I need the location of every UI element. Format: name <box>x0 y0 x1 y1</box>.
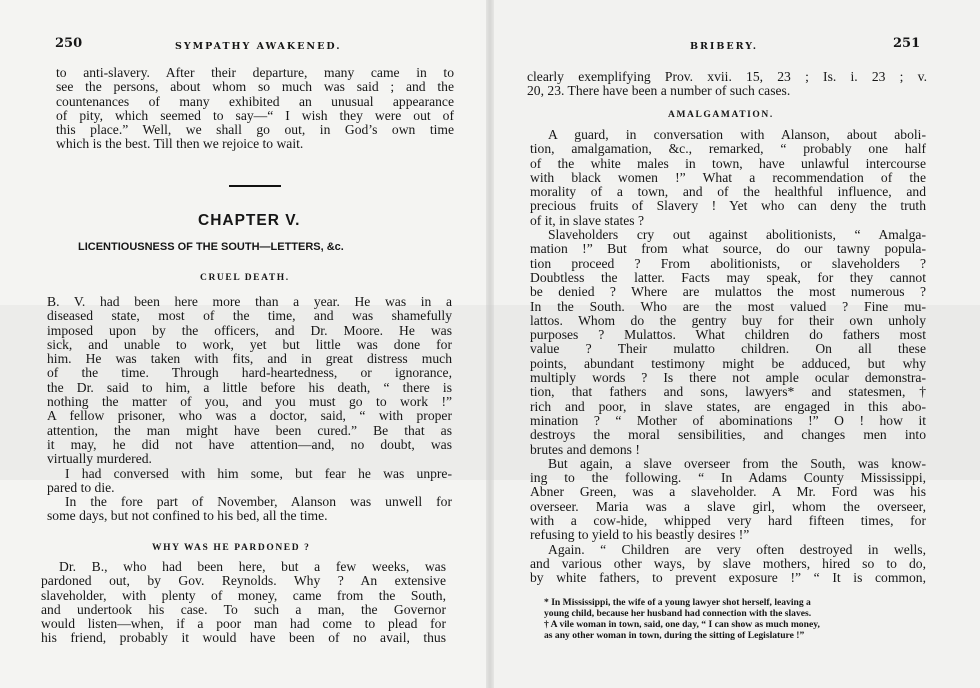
text-line: the Dr. said to him, a little before his death, “ there is <box>47 379 452 395</box>
text-line: Again. “ Children are very often destroyed in wells, <box>548 541 926 557</box>
text-line: of pity, which seemed to say—“ I wish they were out of <box>56 107 454 123</box>
text-line: pared to die. <box>47 479 115 495</box>
text-line: Slaveholders cry out against abolitionists, “ Amalga- <box>548 227 926 243</box>
text-line: B. V. had been here more than a year. He was in a <box>47 294 452 309</box>
text-line: nothing the matter of you, and you must go to work !” <box>47 394 452 410</box>
text-line: sick, and unable to work, yet but little was done for <box>47 336 452 352</box>
text-line: In the South. Who are the most valued ? Fine mu- <box>530 298 926 314</box>
text-line: slaveholder, with plenty of money, came from the South, <box>41 587 446 603</box>
section-divider <box>229 185 281 187</box>
book-gutter <box>486 0 494 688</box>
right-page-number: 251 <box>893 36 921 51</box>
text-line: by white fathers, to prevent exposure !” “ It is common, <box>530 570 926 586</box>
left-section1-body <box>47 295 452 524</box>
right-running-title: BRIBERY. <box>690 41 759 52</box>
text-line: countenances of many exhibited an unusual appearance <box>56 93 454 109</box>
text-line: see the persons, about whom so much was said ; and the <box>56 79 454 95</box>
text-line: Dr. B., who had been here, but a few weeks, was <box>59 559 446 574</box>
left-top-paragraph <box>56 66 454 152</box>
text-line: In the fore part of November, Alanson was unwell for <box>65 494 452 510</box>
footnote-line: * In Mississippi, the wife of a young lawyer shot herself, leaving a <box>544 597 811 608</box>
text-line: which is the best. Till then we rejoice to wait. <box>56 136 304 152</box>
text-line: virtually murdered. <box>47 451 152 467</box>
text-line: him. He was taken with fits, and in great distress much <box>47 351 452 367</box>
text-line: mation !” But from what source, do our tawny popula- <box>530 241 926 257</box>
right-body <box>530 128 926 586</box>
text-line: pardoned out, by Gov. Reynolds. Why ? An extensive <box>41 573 446 589</box>
text-line: value ? Their mulatto children. On all these <box>530 341 926 357</box>
footnote-line: young child, because her husband had connection with the slaves. <box>544 608 812 619</box>
left-page-number: 250 <box>55 36 83 51</box>
text-line: ing to the following. “ In Adams County Mississippi, <box>530 470 926 486</box>
text-line: of the white males in town, have unlawful intercourse <box>530 155 926 171</box>
text-line: morality of a town, and of the healthful influence, and <box>530 184 926 200</box>
text-line: some days, but not confined to his bed, all the time. <box>47 508 328 524</box>
text-line: brutes and demons ! <box>530 441 640 457</box>
text-line: A guard, in conversation with Alanson, about aboli- <box>548 127 926 142</box>
text-line: refusing to yield to his beastly desires !” <box>530 527 750 543</box>
text-line: Abner Green, was a slaveholder. A Mr. Ford was his <box>530 484 926 500</box>
text-line: lattos. Whom do the gentry buy for their own unholy <box>530 312 926 328</box>
text-line: and undertook his case. To such a man, the Governor <box>41 601 446 617</box>
section-title-why-pardoned: WHY WAS HE PARDONED ? <box>152 543 311 553</box>
text-line: and various other ways, by slave mothers, hired so to do, <box>530 555 926 571</box>
text-line: this place.” Well, we shall go out, in God’s own time <box>56 122 454 138</box>
text-line: 20, 23. There have been a number of such cases. <box>527 83 791 99</box>
text-line: mination ? “ Mother of abominations !” O ! how it <box>530 412 926 428</box>
section-title-cruel-death: CRUEL DEATH. <box>200 273 290 283</box>
footnotes <box>544 597 940 641</box>
text-line: I had conversed with him some, but fear he was unpre- <box>65 465 452 481</box>
left-running-title: SYMPATHY AWAKENED. <box>175 41 342 52</box>
footnote-line: † A vile woman in town, said, one day, “ I can show as much money, <box>544 619 820 630</box>
text-line: rich and poor, in slave states, are engaged in this abo- <box>530 398 926 414</box>
text-line: multiply words ? Is there not ample ocular demonstra- <box>530 370 926 386</box>
text-line: clearly exemplifying Prov. xvii. 15, 23 ; Is. i. 23 ; v. <box>527 69 927 84</box>
text-line: with a cow-hide, whipped very hard fifteen times, for <box>530 513 926 529</box>
text-line: overseer. Maria was a slave girl, whom the overseer, <box>530 498 926 514</box>
text-line: tion proceed ? From abolitionists, or slaveholders ? <box>530 255 926 271</box>
text-line: of the time. Through hard-heartedness, or ignorance, <box>47 365 452 381</box>
text-line: purposes ? Mulattos. What children do fathers most <box>530 327 926 343</box>
text-line: tion, amalgamation, &c., remarked, “ probably one half <box>530 141 926 157</box>
text-line: tion, that fathers and sons, lawyers* and statesmen,† <box>530 384 926 400</box>
text-line: destroys the moral sensibilities, and changes men into <box>530 427 926 443</box>
text-line: points, abundant testimony might be adduced, but why <box>530 355 926 371</box>
text-line: Doubtless the latter. Facts may speak, for they cannot <box>530 269 926 285</box>
chapter-title: CHAPTER V. <box>198 212 301 229</box>
section-title-amalgamation: AMALGAMATION. <box>668 110 774 120</box>
text-line: A fellow prisoner, who was a doctor, said, “ with proper <box>47 408 452 424</box>
chapter-subtitle: LICENTIOUSNESS OF THE SOUTH—LETTERS, &c. <box>78 241 344 253</box>
text-line: be denied ? Where are mulattos the most numerous ? <box>530 284 926 300</box>
text-line: imposed upon by the officers, and Dr. Moore. He was <box>47 322 452 338</box>
text-line: it may, he did not have attention—and, no doubt, was <box>47 436 452 452</box>
text-line: with black women !” What a recommendation of the <box>530 169 926 185</box>
text-line: of it, in slave states ? <box>530 212 645 228</box>
text-line: would listen—when, if a poor man had come to plead for <box>41 616 446 632</box>
footnote-line: as any other woman in town, during the sitting of Legislature !” <box>544 630 805 641</box>
right-top-paragraph <box>527 70 927 99</box>
text-line: to anti-slavery. After their departure, many came in to <box>56 65 454 80</box>
left-section2-body <box>41 560 446 646</box>
text-line: diseased state, most of the time, and was shamefully <box>47 308 452 324</box>
text-line: his friend, probably it would have been of no avail, thus <box>41 630 446 646</box>
text-line: But again, a slave overseer from the South, was know- <box>548 455 926 471</box>
text-line: precious fruits of Slavery ! Yet who can deny the truth <box>530 198 926 214</box>
text-line: attention, the man might have been cured.” Be that as <box>47 422 452 438</box>
